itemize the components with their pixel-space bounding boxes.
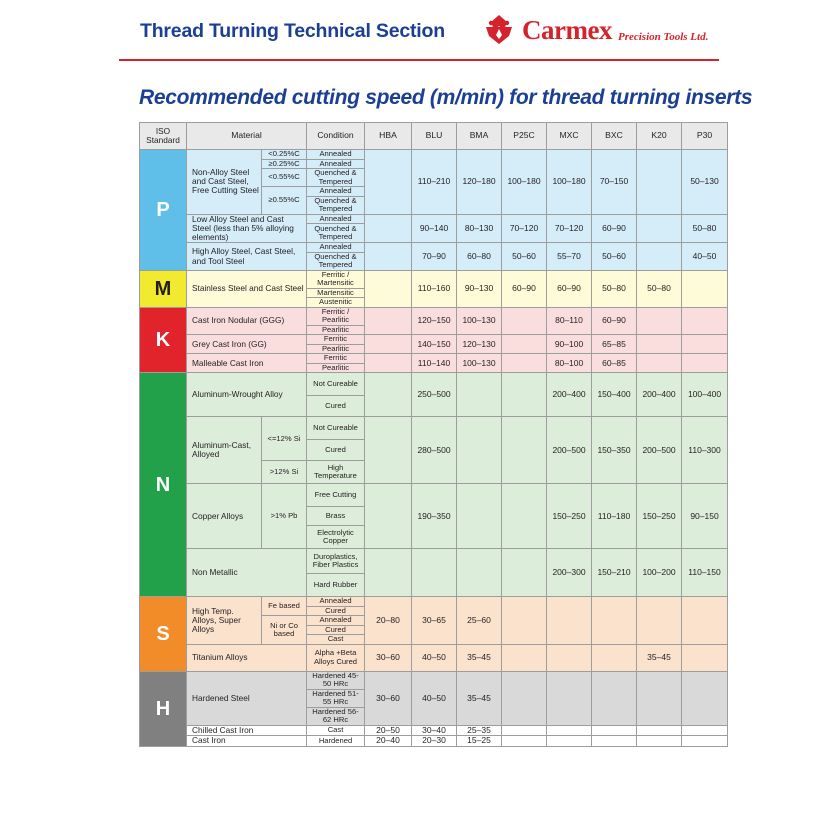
table-row bbox=[140, 214, 728, 224]
value-bxc: 70–150 bbox=[592, 150, 637, 215]
header-grade-hba: HBA bbox=[365, 123, 412, 150]
condition-cell: Free Cutting bbox=[307, 484, 365, 507]
table-row bbox=[140, 671, 728, 689]
value-bxc: 150–210 bbox=[592, 549, 637, 597]
value-bma: 15–25 bbox=[457, 736, 502, 747]
brand-name: Carmex bbox=[522, 14, 612, 45]
table-row bbox=[140, 484, 728, 507]
value-k20: 200–400 bbox=[637, 373, 682, 417]
value-bxc bbox=[592, 671, 637, 725]
group-letter-p: P bbox=[140, 150, 187, 271]
brand-block bbox=[482, 14, 708, 46]
value-blu: 110–140 bbox=[412, 354, 457, 373]
value-k20: 100–200 bbox=[637, 549, 682, 597]
value-k20: 200–500 bbox=[637, 417, 682, 484]
table-row bbox=[140, 549, 728, 574]
material-name: Cast Iron bbox=[187, 736, 307, 747]
value-blu: 250–500 bbox=[412, 373, 457, 417]
value-p30: 100–400 bbox=[682, 373, 728, 417]
value-bxc bbox=[592, 597, 637, 645]
table-row bbox=[140, 354, 728, 364]
value-k20 bbox=[637, 597, 682, 645]
material-name: Aluminum-Wrought Alloy bbox=[187, 373, 307, 417]
condition-cell: Brass bbox=[307, 507, 365, 526]
header-iso-standard: ISO Standard bbox=[140, 123, 187, 150]
table-row bbox=[140, 243, 728, 253]
value-p30 bbox=[682, 725, 728, 736]
value-k20 bbox=[637, 307, 682, 335]
value-k20 bbox=[637, 214, 682, 243]
value-blu: 190–350 bbox=[412, 484, 457, 549]
value-mxc: 200–500 bbox=[547, 417, 592, 484]
value-blu: 70–90 bbox=[412, 243, 457, 271]
value-k20 bbox=[637, 335, 682, 354]
value-bxc: 60–85 bbox=[592, 354, 637, 373]
value-k20 bbox=[637, 736, 682, 747]
value-p25c bbox=[502, 671, 547, 725]
page-header bbox=[0, 0, 836, 62]
value-mxc: 70–120 bbox=[547, 214, 592, 243]
condition-cell: Annealed bbox=[307, 150, 365, 160]
page-title: Thread Turning Technical Section bbox=[140, 20, 445, 42]
value-hba bbox=[365, 484, 412, 549]
value-bma: 35–45 bbox=[457, 671, 502, 725]
condition-cell: High Temperature bbox=[307, 461, 365, 484]
material-name: Copper Alloys bbox=[187, 484, 262, 549]
value-blu: 30–40 bbox=[412, 725, 457, 736]
value-p30: 50–130 bbox=[682, 150, 728, 215]
group-letter-h: H bbox=[140, 671, 187, 746]
value-blu: 40–50 bbox=[412, 671, 457, 725]
value-bma bbox=[457, 549, 502, 597]
value-p25c bbox=[502, 417, 547, 484]
table-row bbox=[140, 417, 728, 440]
condition-cell: Cured bbox=[307, 625, 365, 635]
value-p25c bbox=[502, 484, 547, 549]
condition-cell: Annealed bbox=[307, 243, 365, 253]
value-mxc bbox=[547, 671, 592, 725]
value-bma: 100–130 bbox=[457, 354, 502, 373]
value-mxc: 80–100 bbox=[547, 354, 592, 373]
group-letter-m: M bbox=[140, 270, 187, 307]
value-k20 bbox=[637, 354, 682, 373]
value-bxc: 150–400 bbox=[592, 373, 637, 417]
value-hba: 20–40 bbox=[365, 736, 412, 747]
value-mxc: 100–180 bbox=[547, 150, 592, 215]
value-bxc: 150–350 bbox=[592, 417, 637, 484]
value-bma: 120–180 bbox=[457, 150, 502, 215]
value-hba bbox=[365, 549, 412, 597]
value-mxc bbox=[547, 736, 592, 747]
table-row bbox=[140, 373, 728, 396]
value-blu: 90–140 bbox=[412, 214, 457, 243]
material-name: Malleable Cast Iron bbox=[187, 354, 307, 373]
material-subcondition: >12% Si bbox=[262, 461, 307, 484]
value-blu: 120–150 bbox=[412, 307, 457, 335]
condition-cell: Pearlitic bbox=[307, 325, 365, 335]
condition-cell: Quenched & Tempered bbox=[307, 196, 365, 214]
condition-cell: Ferritic bbox=[307, 354, 365, 364]
header-grade-mxc: MXC bbox=[547, 123, 592, 150]
value-hba: 20–80 bbox=[365, 597, 412, 645]
material-name: High Alloy Steel, Cast Steel, and Tool Steel bbox=[187, 243, 307, 271]
value-hba bbox=[365, 150, 412, 215]
condition-cell: Pearlitic bbox=[307, 363, 365, 373]
value-bma: 60–80 bbox=[457, 243, 502, 271]
condition-cell: Hardened bbox=[307, 736, 365, 747]
header-condition: Condition bbox=[307, 123, 365, 150]
value-bma: 90–130 bbox=[457, 270, 502, 307]
material-name: Stainless Steel and Cast Steel bbox=[187, 270, 307, 307]
value-blu bbox=[412, 549, 457, 597]
condition-cell: Hardened 56-62 HRc bbox=[307, 707, 365, 725]
condition-cell: Quenched & Tempered bbox=[307, 224, 365, 243]
value-mxc: 90–100 bbox=[547, 335, 592, 354]
material-name: Grey Cast Iron (GG) bbox=[187, 335, 307, 354]
value-bxc bbox=[592, 644, 637, 671]
material-subcondition: <0.55%C bbox=[262, 169, 307, 187]
value-p25c bbox=[502, 307, 547, 335]
condition-cell: Annealed bbox=[307, 597, 365, 607]
value-p25c bbox=[502, 335, 547, 354]
value-p30 bbox=[682, 270, 728, 307]
value-k20: 50–80 bbox=[637, 270, 682, 307]
table-header-row bbox=[140, 123, 728, 150]
value-bxc: 110–180 bbox=[592, 484, 637, 549]
value-bma: 35–45 bbox=[457, 644, 502, 671]
value-p30 bbox=[682, 644, 728, 671]
value-hba bbox=[365, 214, 412, 243]
condition-cell: Quenched & Tempered bbox=[307, 252, 365, 270]
value-blu: 280–500 bbox=[412, 417, 457, 484]
carmex-logo-icon bbox=[482, 14, 516, 46]
value-bma: 100–130 bbox=[457, 307, 502, 335]
condition-cell: Cured bbox=[307, 440, 365, 461]
value-p25c bbox=[502, 354, 547, 373]
value-k20 bbox=[637, 150, 682, 215]
value-p30: 90–150 bbox=[682, 484, 728, 549]
cutting-speed-table bbox=[139, 122, 728, 747]
material-subcondition: <0.25%C bbox=[262, 150, 307, 160]
value-p25c bbox=[502, 549, 547, 597]
condition-cell: Cast bbox=[307, 725, 365, 736]
condition-cell: Annealed bbox=[307, 214, 365, 224]
material-name: Non Metallic bbox=[187, 549, 307, 597]
header-grade-bma: BMA bbox=[457, 123, 502, 150]
value-bma bbox=[457, 484, 502, 549]
value-hba bbox=[365, 354, 412, 373]
material-name: Low Alloy Steel and Cast Steel (less than 5% alloying elements) bbox=[187, 214, 307, 243]
value-p25c bbox=[502, 736, 547, 747]
condition-cell: Alpha +Beta Alloys Cured bbox=[307, 644, 365, 671]
value-p30 bbox=[682, 335, 728, 354]
value-mxc bbox=[547, 725, 592, 736]
material-name: Hardened Steel bbox=[187, 671, 307, 725]
value-bxc: 50–60 bbox=[592, 243, 637, 271]
condition-cell: Ferritic bbox=[307, 335, 365, 345]
condition-cell: Ferritic / Pearlitic bbox=[307, 307, 365, 325]
value-blu: 140–150 bbox=[412, 335, 457, 354]
condition-cell: Cured bbox=[307, 396, 365, 417]
condition-cell: Not Cureable bbox=[307, 373, 365, 396]
value-p25c bbox=[502, 725, 547, 736]
value-k20: 150–250 bbox=[637, 484, 682, 549]
value-k20 bbox=[637, 243, 682, 271]
table-row bbox=[140, 270, 728, 288]
value-bma: 80–130 bbox=[457, 214, 502, 243]
condition-cell: Ferritic / Martensitic bbox=[307, 270, 365, 288]
value-bxc: 50–80 bbox=[592, 270, 637, 307]
table-row bbox=[140, 307, 728, 325]
value-p30 bbox=[682, 736, 728, 747]
value-bma: 25–60 bbox=[457, 597, 502, 645]
value-bma: 25–35 bbox=[457, 725, 502, 736]
value-p25c: 50–60 bbox=[502, 243, 547, 271]
condition-cell: Austenitic bbox=[307, 298, 365, 308]
material-subcondition: >1% Pb bbox=[262, 484, 307, 549]
header-grade-blu: BLU bbox=[412, 123, 457, 150]
condition-cell: Annealed bbox=[307, 187, 365, 197]
value-hba bbox=[365, 307, 412, 335]
value-hba bbox=[365, 373, 412, 417]
value-hba: 30–60 bbox=[365, 671, 412, 725]
table-row bbox=[140, 597, 728, 607]
value-bxc: 60–90 bbox=[592, 214, 637, 243]
value-mxc: 200–300 bbox=[547, 549, 592, 597]
value-blu: 40–50 bbox=[412, 644, 457, 671]
material-name: Titanium Alloys bbox=[187, 644, 307, 671]
condition-cell: Duroplastics, Fiber Plastics bbox=[307, 549, 365, 574]
value-p25c: 60–90 bbox=[502, 270, 547, 307]
condition-cell: Hard Rubber bbox=[307, 574, 365, 597]
condition-cell: Martensitic bbox=[307, 288, 365, 298]
table-row bbox=[140, 150, 728, 160]
group-letter-k: K bbox=[140, 307, 187, 373]
value-bma: 120–130 bbox=[457, 335, 502, 354]
condition-cell: Electrolytic Copper bbox=[307, 526, 365, 549]
value-p25c bbox=[502, 597, 547, 645]
condition-cell: Quenched & Tempered bbox=[307, 169, 365, 187]
value-mxc: 80–110 bbox=[547, 307, 592, 335]
value-bxc bbox=[592, 725, 637, 736]
value-bxc: 65–85 bbox=[592, 335, 637, 354]
table-row bbox=[140, 725, 728, 736]
value-mxc bbox=[547, 644, 592, 671]
value-blu: 30–65 bbox=[412, 597, 457, 645]
value-k20 bbox=[637, 725, 682, 736]
document-title: Recommended cutting speed (m/min) for thread turning inserts bbox=[139, 86, 753, 109]
value-p30: 110–300 bbox=[682, 417, 728, 484]
brand-subtitle: Precision Tools Ltd. bbox=[617, 31, 709, 43]
value-bxc: 60–90 bbox=[592, 307, 637, 335]
header-grade-k20: K20 bbox=[637, 123, 682, 150]
value-hba: 30–60 bbox=[365, 644, 412, 671]
value-bma bbox=[457, 373, 502, 417]
value-bxc bbox=[592, 736, 637, 747]
material-subcondition: ≥0.25%C bbox=[262, 159, 307, 169]
value-p25c: 70–120 bbox=[502, 214, 547, 243]
material-name: Non-Alloy Steel and Cast Steel, Free Cutting Steel bbox=[187, 150, 262, 215]
value-mxc: 60–90 bbox=[547, 270, 592, 307]
condition-cell: Annealed bbox=[307, 616, 365, 626]
value-mxc bbox=[547, 597, 592, 645]
condition-cell: Hardened 51-55 HRc bbox=[307, 689, 365, 707]
value-hba: 20–50 bbox=[365, 725, 412, 736]
value-mxc: 150–250 bbox=[547, 484, 592, 549]
condition-cell: Annealed bbox=[307, 159, 365, 169]
table-row bbox=[140, 335, 728, 345]
material-name: High Temp. Alloys, Super Alloys bbox=[187, 597, 262, 645]
table-row bbox=[140, 644, 728, 671]
material-subcondition: <=12% Si bbox=[262, 417, 307, 461]
value-bma bbox=[457, 417, 502, 484]
header-grade-bxc: BXC bbox=[592, 123, 637, 150]
value-blu: 20–30 bbox=[412, 736, 457, 747]
value-p25c bbox=[502, 373, 547, 417]
condition-cell: Hardened 45-50 HRc bbox=[307, 671, 365, 689]
group-letter-s: S bbox=[140, 597, 187, 672]
material-subcondition: Ni or Co based bbox=[262, 616, 307, 645]
value-p30 bbox=[682, 671, 728, 725]
condition-cell: Pearlitic bbox=[307, 344, 365, 354]
value-hba bbox=[365, 270, 412, 307]
value-k20 bbox=[637, 671, 682, 725]
material-subcondition: Fe based bbox=[262, 597, 307, 616]
header-material: Material bbox=[187, 123, 307, 150]
table-row bbox=[140, 736, 728, 747]
cutting-speed-table-wrapper bbox=[139, 122, 728, 747]
header-grade-p25c: P25C bbox=[502, 123, 547, 150]
value-p25c bbox=[502, 644, 547, 671]
value-mxc: 200–400 bbox=[547, 373, 592, 417]
value-hba bbox=[365, 243, 412, 271]
material-name: Chilled Cast Iron bbox=[187, 725, 307, 736]
condition-cell: Not Cureable bbox=[307, 417, 365, 440]
group-letter-n: N bbox=[140, 373, 187, 597]
value-p25c: 100–180 bbox=[502, 150, 547, 215]
value-hba bbox=[365, 335, 412, 354]
value-p30 bbox=[682, 597, 728, 645]
header-grade-p30: P30 bbox=[682, 123, 728, 150]
condition-cell: Cast bbox=[307, 635, 365, 645]
value-mxc: 55–70 bbox=[547, 243, 592, 271]
value-p30: 50–80 bbox=[682, 214, 728, 243]
material-name: Cast Iron Nodular (GGG) bbox=[187, 307, 307, 335]
value-hba bbox=[365, 417, 412, 484]
material-name: Aluminum-Cast, Alloyed bbox=[187, 417, 262, 484]
value-blu: 110–160 bbox=[412, 270, 457, 307]
condition-cell: Cured bbox=[307, 606, 365, 616]
value-blu: 110–210 bbox=[412, 150, 457, 215]
material-subcondition: ≥0.55%C bbox=[262, 187, 307, 215]
value-p30 bbox=[682, 307, 728, 335]
value-p30: 110–150 bbox=[682, 549, 728, 597]
value-k20: 35–45 bbox=[637, 644, 682, 671]
value-p30: 40–50 bbox=[682, 243, 728, 271]
header-divider bbox=[119, 59, 719, 61]
value-p30 bbox=[682, 354, 728, 373]
